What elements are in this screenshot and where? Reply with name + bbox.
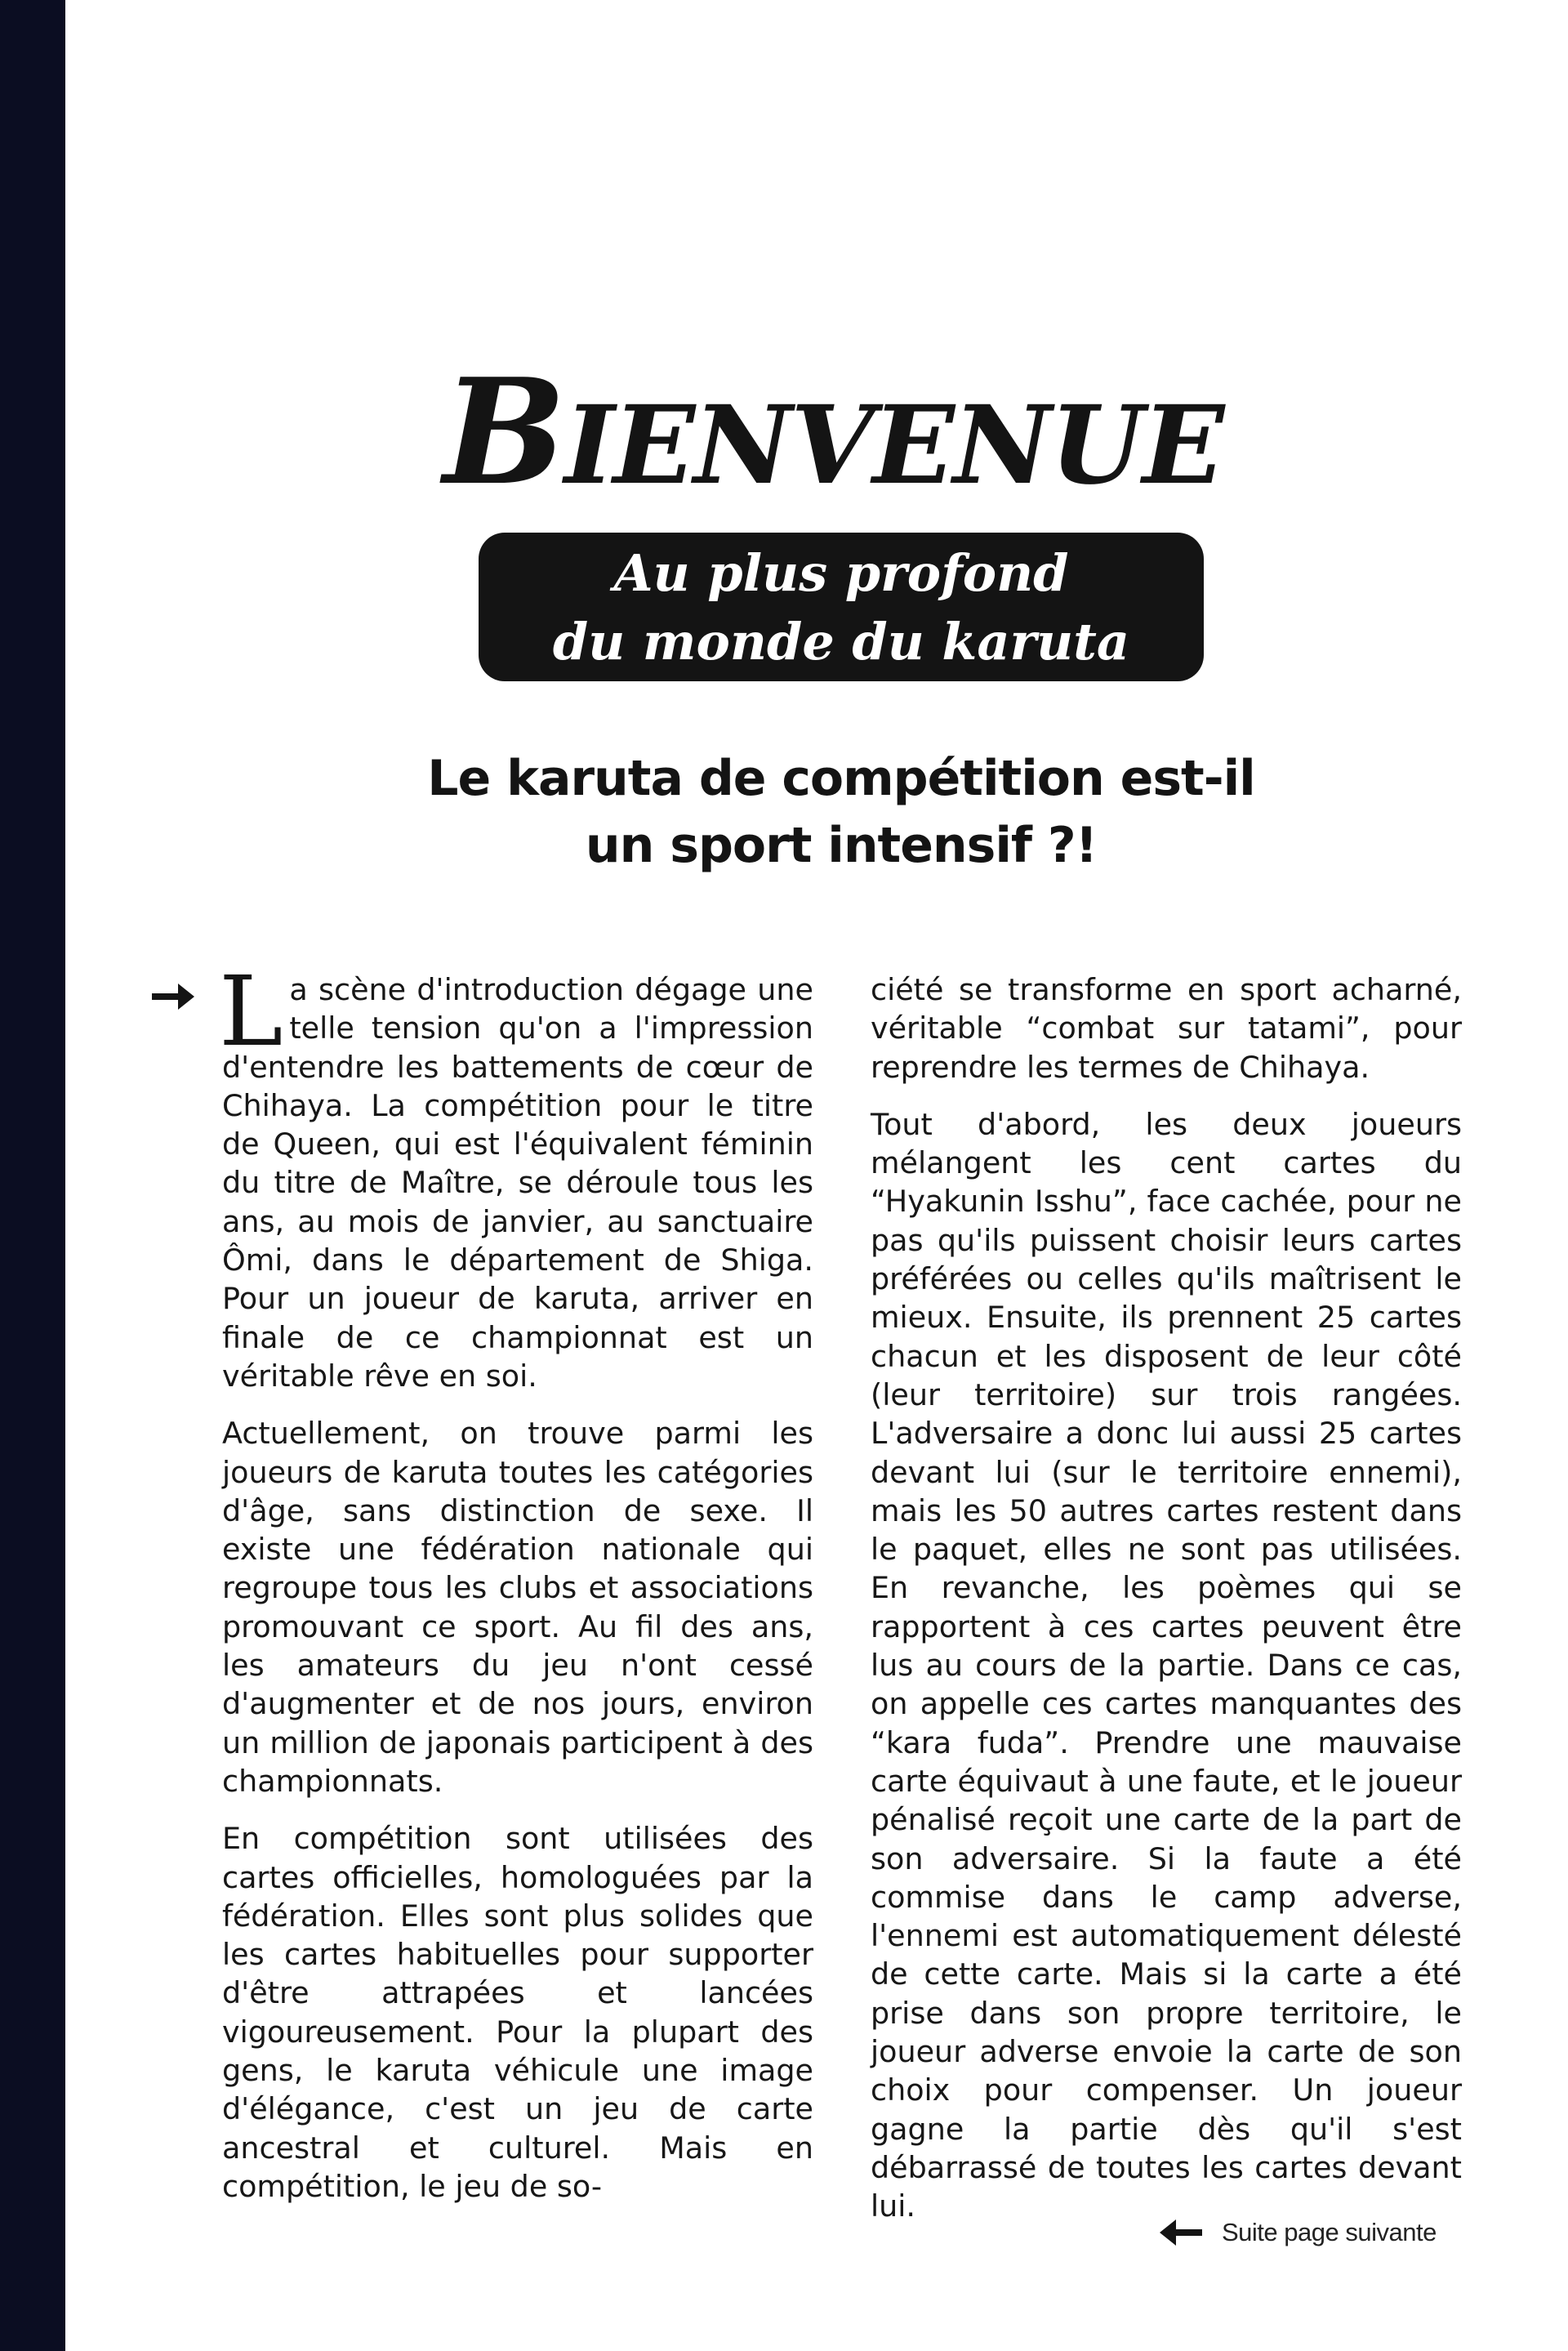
article-paragraph: La scène d'introduction dégage une telle tension qu'on a l'impression d'entendre les battements de cœur de Chihaya. La compétition pour le titre de Queen, qui est l'équivalent féminin du titre de Maître, se déroule tous les ans, au mois de janvier, au sanctuaire Ômi, dans le département de Shiga. Pour un joueur de karuta, arriver en finale de ce championnat est un véritable rêve en soi. (219, 955, 813, 1394)
article-headline (245, 745, 1437, 879)
continue-label: Suite page suivante (1222, 2218, 1437, 2246)
headline-line-1: Le karuta de compétition est-il (427, 750, 1255, 807)
headline-line-2: un sport intensif ?! (585, 817, 1098, 874)
article-paragraph: En compétition sont utilisées des cartes officielles, homologuées par la fédération. Elles sont plus solides que les cartes habituelles pour supporter d'être attrapées et lancées vigoureusement. Pour la plupart des gens, le karuta véhicule une image d'élégance, c'est un jeu de carte ancestral et culturel. Mais en compétition, le jeu de so- (222, 1821, 813, 2204)
subtitle-line-2: du monde du karuta (552, 612, 1130, 671)
continue-next-page (1158, 2212, 1437, 2253)
subtitle-line-1: Au plus profond (613, 543, 1069, 603)
drop-cap: L (219, 955, 283, 1068)
article-paragraph: Actuellement, on trouve parmi les joueurs de karuta toutes les catégories d'âge, sans distinction de sexe. Il existe une fédération nationale qui regroupe tous les clubs et associations promouvant ce sport. Au fil des ans, les amateurs du jeu n'ont cessé d'augmenter et de nos jours, environ un million de japonais participent à des championnats. (222, 1416, 813, 1799)
page-spine (0, 0, 65, 2351)
article-column-right (871, 970, 1462, 2245)
article-column-left (219, 955, 813, 2224)
arrow-left-icon (1158, 2216, 1204, 2249)
article-paragraph: Tout d'abord, les deux joueurs mélangent les cent cartes du “Hyakunin Isshu”, face cachée, pour ne pas qu'ils puissent choisir leurs cartes préférées ou celles qu'ils maîtrisent le mieux. Ensuite, ils prennent 25 cartes chacun et les disposent de leur côté (leur territoire) sur trois rangées. L'adversaire a donc lui aussi 25 cartes devant lui (sur le territoire ennemi), mais les 50 autres cartes restent dans le paquet, elles ne sont pas utilisées. En revanche, les poèmes qui se rapportent à ces cartes peuvent être lus au cours de la partie. Dans ce cas, on appelle ces cartes manquantes des “kara fuda”. Prendre une mauvaise carte équivaut à une faute, et le joueur pénalisé reçoit une carte de la part de son adversaire. Si la faute a été commise dans le camp adverse, l'ennemi est automatiquement délesté de cette carte. Mais si la carte a été prise dans son propre territoire, le joueur adverse envoie la carte de son choix pour compenser. Un joueur gagne la partie dès qu'il s'est débarrassé de toutes les cartes devant lui. (871, 1106, 1462, 2224)
subtitle-banner (479, 533, 1204, 681)
arrow-right-icon (150, 980, 196, 1013)
article-paragraph: ciété se transforme en sport acharné, véritable “combat sur tatami”, pour reprendre les termes de Chihaya. (871, 972, 1462, 1085)
page-title: BIENVENUE (443, 346, 1223, 517)
